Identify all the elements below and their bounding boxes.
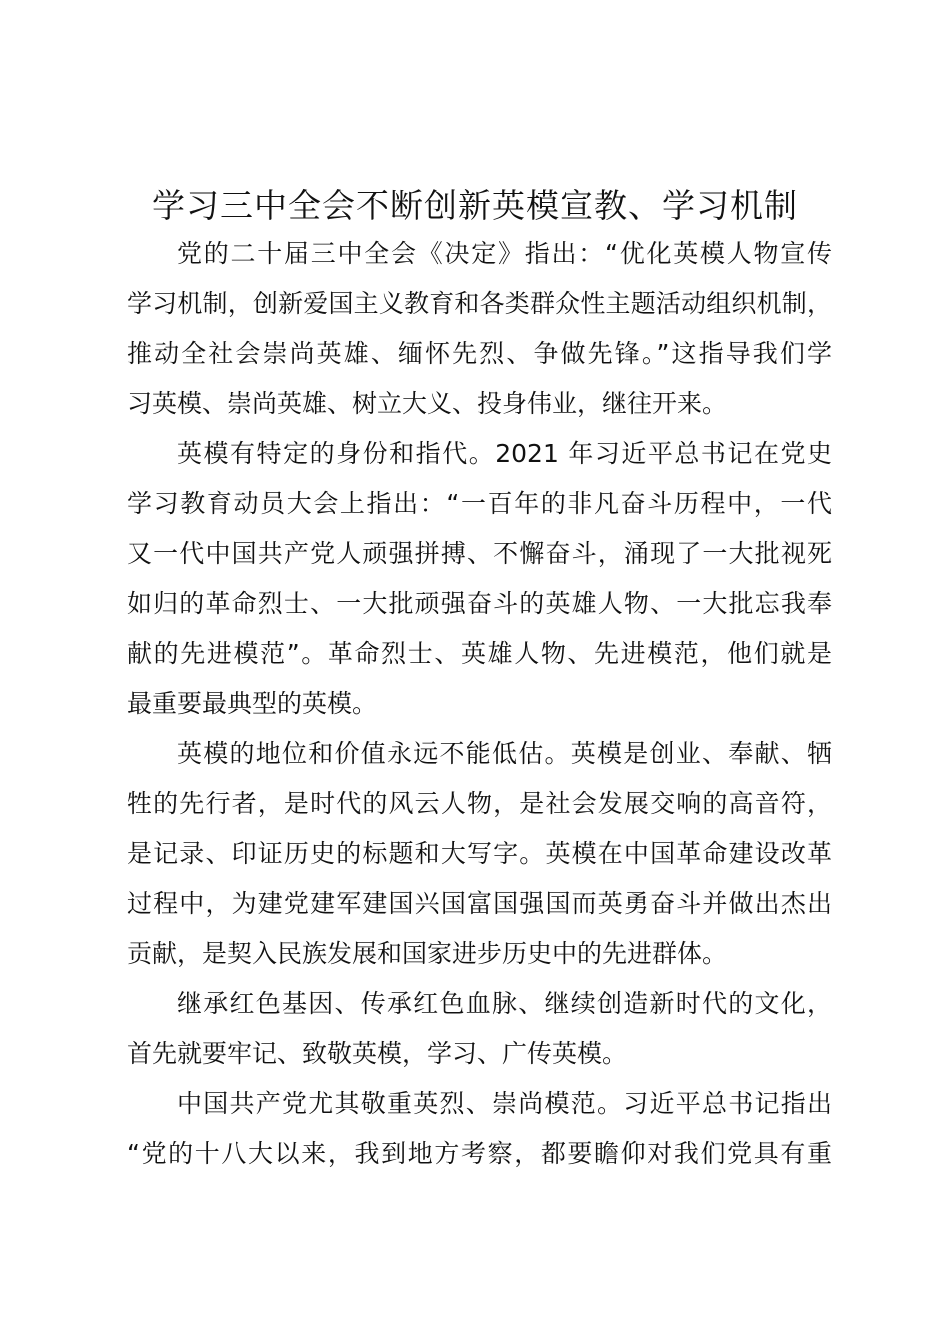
paragraph-line: 学习机制，创新爱国主义教育和各类群众性主题活动组织机制， (127, 289, 832, 318)
paragraph-line: 最重要最典型的英模。 (127, 689, 378, 718)
paragraph-line: 首先就要牢记、致敬英模，学习、广传英模。 (127, 1039, 628, 1068)
paragraph-line: 牲的先行者，是时代的风云人物，是社会发展交响的高音符， (127, 789, 832, 818)
paragraph-4 (127, 979, 832, 1079)
paragraph-line: 继承红色基因、传承红色血脉、继续创造新时代的文化， (177, 989, 832, 1018)
paragraph-line: 英模的地位和价值永远不能低估。英模是创业、奉献、牺 (177, 739, 832, 768)
paragraph-line: 学习教育动员大会上指出：“一百年的非凡奋斗历程中，一代 (127, 489, 832, 518)
paragraph-line: 习英模、崇尚英雄、树立大义、投身伟业，继往开来。 (127, 389, 728, 418)
paragraph-line: 贡献，是契入民族发展和国家进步历史中的先进群体。 (127, 939, 728, 968)
paragraph-line: 如归的革命烈士、一大批顽强奋斗的英雄人物、一大批忘我奉 (127, 589, 832, 618)
paragraph-line: 英模有特定的身份和指代。2021 年习近平总书记在党史 (177, 439, 832, 468)
paragraph-line: 是记录、印证历史的标题和大写字。英模在中国革命建设改革 (127, 839, 832, 868)
document-body (127, 229, 832, 1179)
document-title: 学习三中全会不断创新英模宣教、学习机制 (152, 186, 798, 225)
paragraph-1 (127, 229, 832, 429)
paragraph-line: 推动全社会崇尚英雄、缅怀先烈、争做先锋。”这指导我们学 (127, 339, 832, 368)
paragraph-line: 献的先进模范”。革命烈士、英雄人物、先进模范，他们就是 (127, 639, 832, 668)
paragraph-line: “党的十八大以来，我到地方考察，都要瞻仰对我们党具有重 (127, 1139, 832, 1168)
paragraph-line: 又一代中国共产党人顽强拼搏、不懈奋斗，涌现了一大批视死 (127, 539, 832, 568)
paragraph-line: 过程中，为建党建军建国兴国富国强国而英勇奋斗并做出杰出 (127, 889, 832, 918)
paragraph-3 (127, 729, 832, 979)
paragraph-2 (127, 429, 832, 729)
paragraph-line: 党的二十届三中全会《决定》指出：“优化英模人物宣传 (177, 239, 832, 268)
paragraph-line: 中国共产党尤其敬重英烈、崇尚模范。习近平总书记指出 (177, 1089, 832, 1118)
paragraph-5 (127, 1079, 832, 1179)
